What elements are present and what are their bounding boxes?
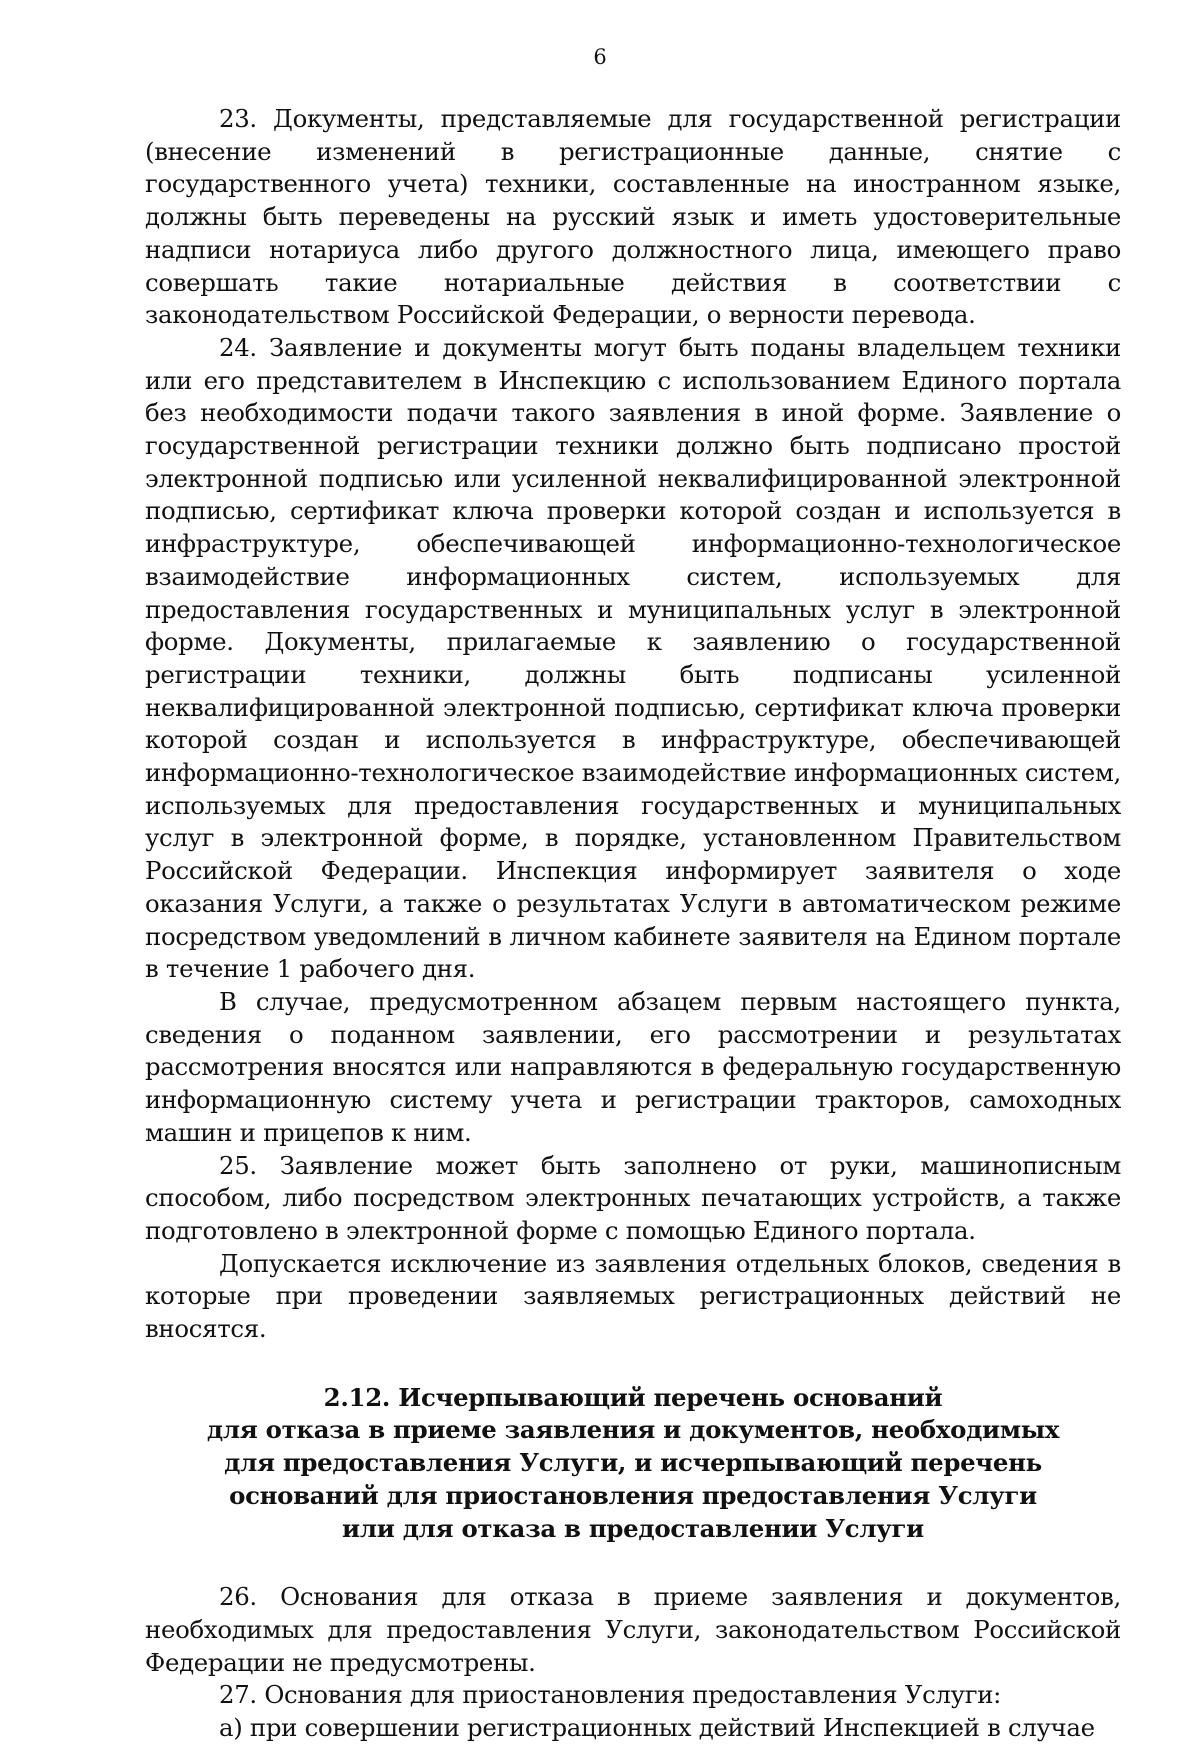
heading-line: для предоставления Услуги, и исчерпывающий перечень [224,1448,1042,1478]
section-heading-2-12 [145,1382,1121,1546]
paragraph-25-second: Допускается исключение из заявления отдельных блоков, сведения в которые при проведении заявляемых регистрационных действий не вносятся. [145,1248,1121,1344]
paragraph-24-second: В случае, предусмотренном абзацем первым настоящего пункта, сведения о поданном заявлении, его рассмотрении и результатах рассмотрения вносятся или направляются в федеральную государственную информационную систему учета и регистрации тракторов, самоходных машин и прицепов к ним. [145,986,1121,1147]
paragraph-26: 26. Основания для отказа в приеме заявления и документов, необходимых для предоставления Услуги, законодательством Российской Федерации не предусмотрены. [145,1582,1121,1677]
heading-line: 2.12. Исчерпывающий перечень оснований [323,1382,943,1412]
heading-line: оснований для приостановления предоставления Услуги [229,1480,1037,1510]
paragraph-23: 23. Документы, представляемые для государственной регистрации (внесение изменений в регистрационные данные, снятие с государственного учета) техники, составленные на иностранном языке, должны быть переведены на русский язык и иметь удостоверительные надписи нотариуса либо другого должностного лица, имеющего право совершать такие нотариальные действия в соответствии с законодательством Российской Федерации, о верности перевода. [145,104,1121,330]
paragraph-25: 25. Заявление может быть заполнено от руки, машинописным способом, либо посредством электронных печатающих устройств, а также подготовлено в электронной форме с помощью Единого портала. [145,1150,1121,1245]
paragraph-27: 27. Основания для приостановления предоставления Услуги: [219,1680,1002,1710]
heading-line: для отказа в приеме заявления и документов, необходимых [206,1415,1060,1445]
document-body [145,103,1121,1745]
page-number: 6 [593,45,607,69]
paragraph-27-a: а) при совершении регистрационных действий Инспекцией в случае [219,1713,1095,1743]
paragraph-24: 24. Заявление и документы могут быть поданы владельцем техники или его представителем в Инспекцию с использованием Единого портала без необходимости подачи такого заявления в иной форме. Заявление о государственной регистрации техники должно быть подписано простой электронной подписью или усиленной неквалифицированной электронной подписью, сертификат ключа проверки которой создан и используется в инфраструктуре, обеспечивающей информационно-технологическое взаимодействие информационных систем, используемых для предоставления государственных и муниципальных услуг в электронной форме. Документы, прилагаемые к заявлению о государственной регистрации техники, должны быть подписаны усиленной неквалифицированной электронной подписью, сертификат ключа проверки которой создан и используется в инфраструктуре, обеспечивающей информационно-технологическое взаимодействие информационных систем, используемых для предоставления государственных и муниципальных услуг в электронной форме, в порядке, установленном Правительством Российской Федерации. Инспекция информирует заявителя о ходе оказания Услуги, а также о результатах Услуги в автоматическом режиме посредством уведомлений в личном кабинете заявителя на Едином портале в течение 1 рабочего дня. [145,332,1121,984]
heading-line: или для отказа в предоставлении Услуги [342,1513,924,1543]
